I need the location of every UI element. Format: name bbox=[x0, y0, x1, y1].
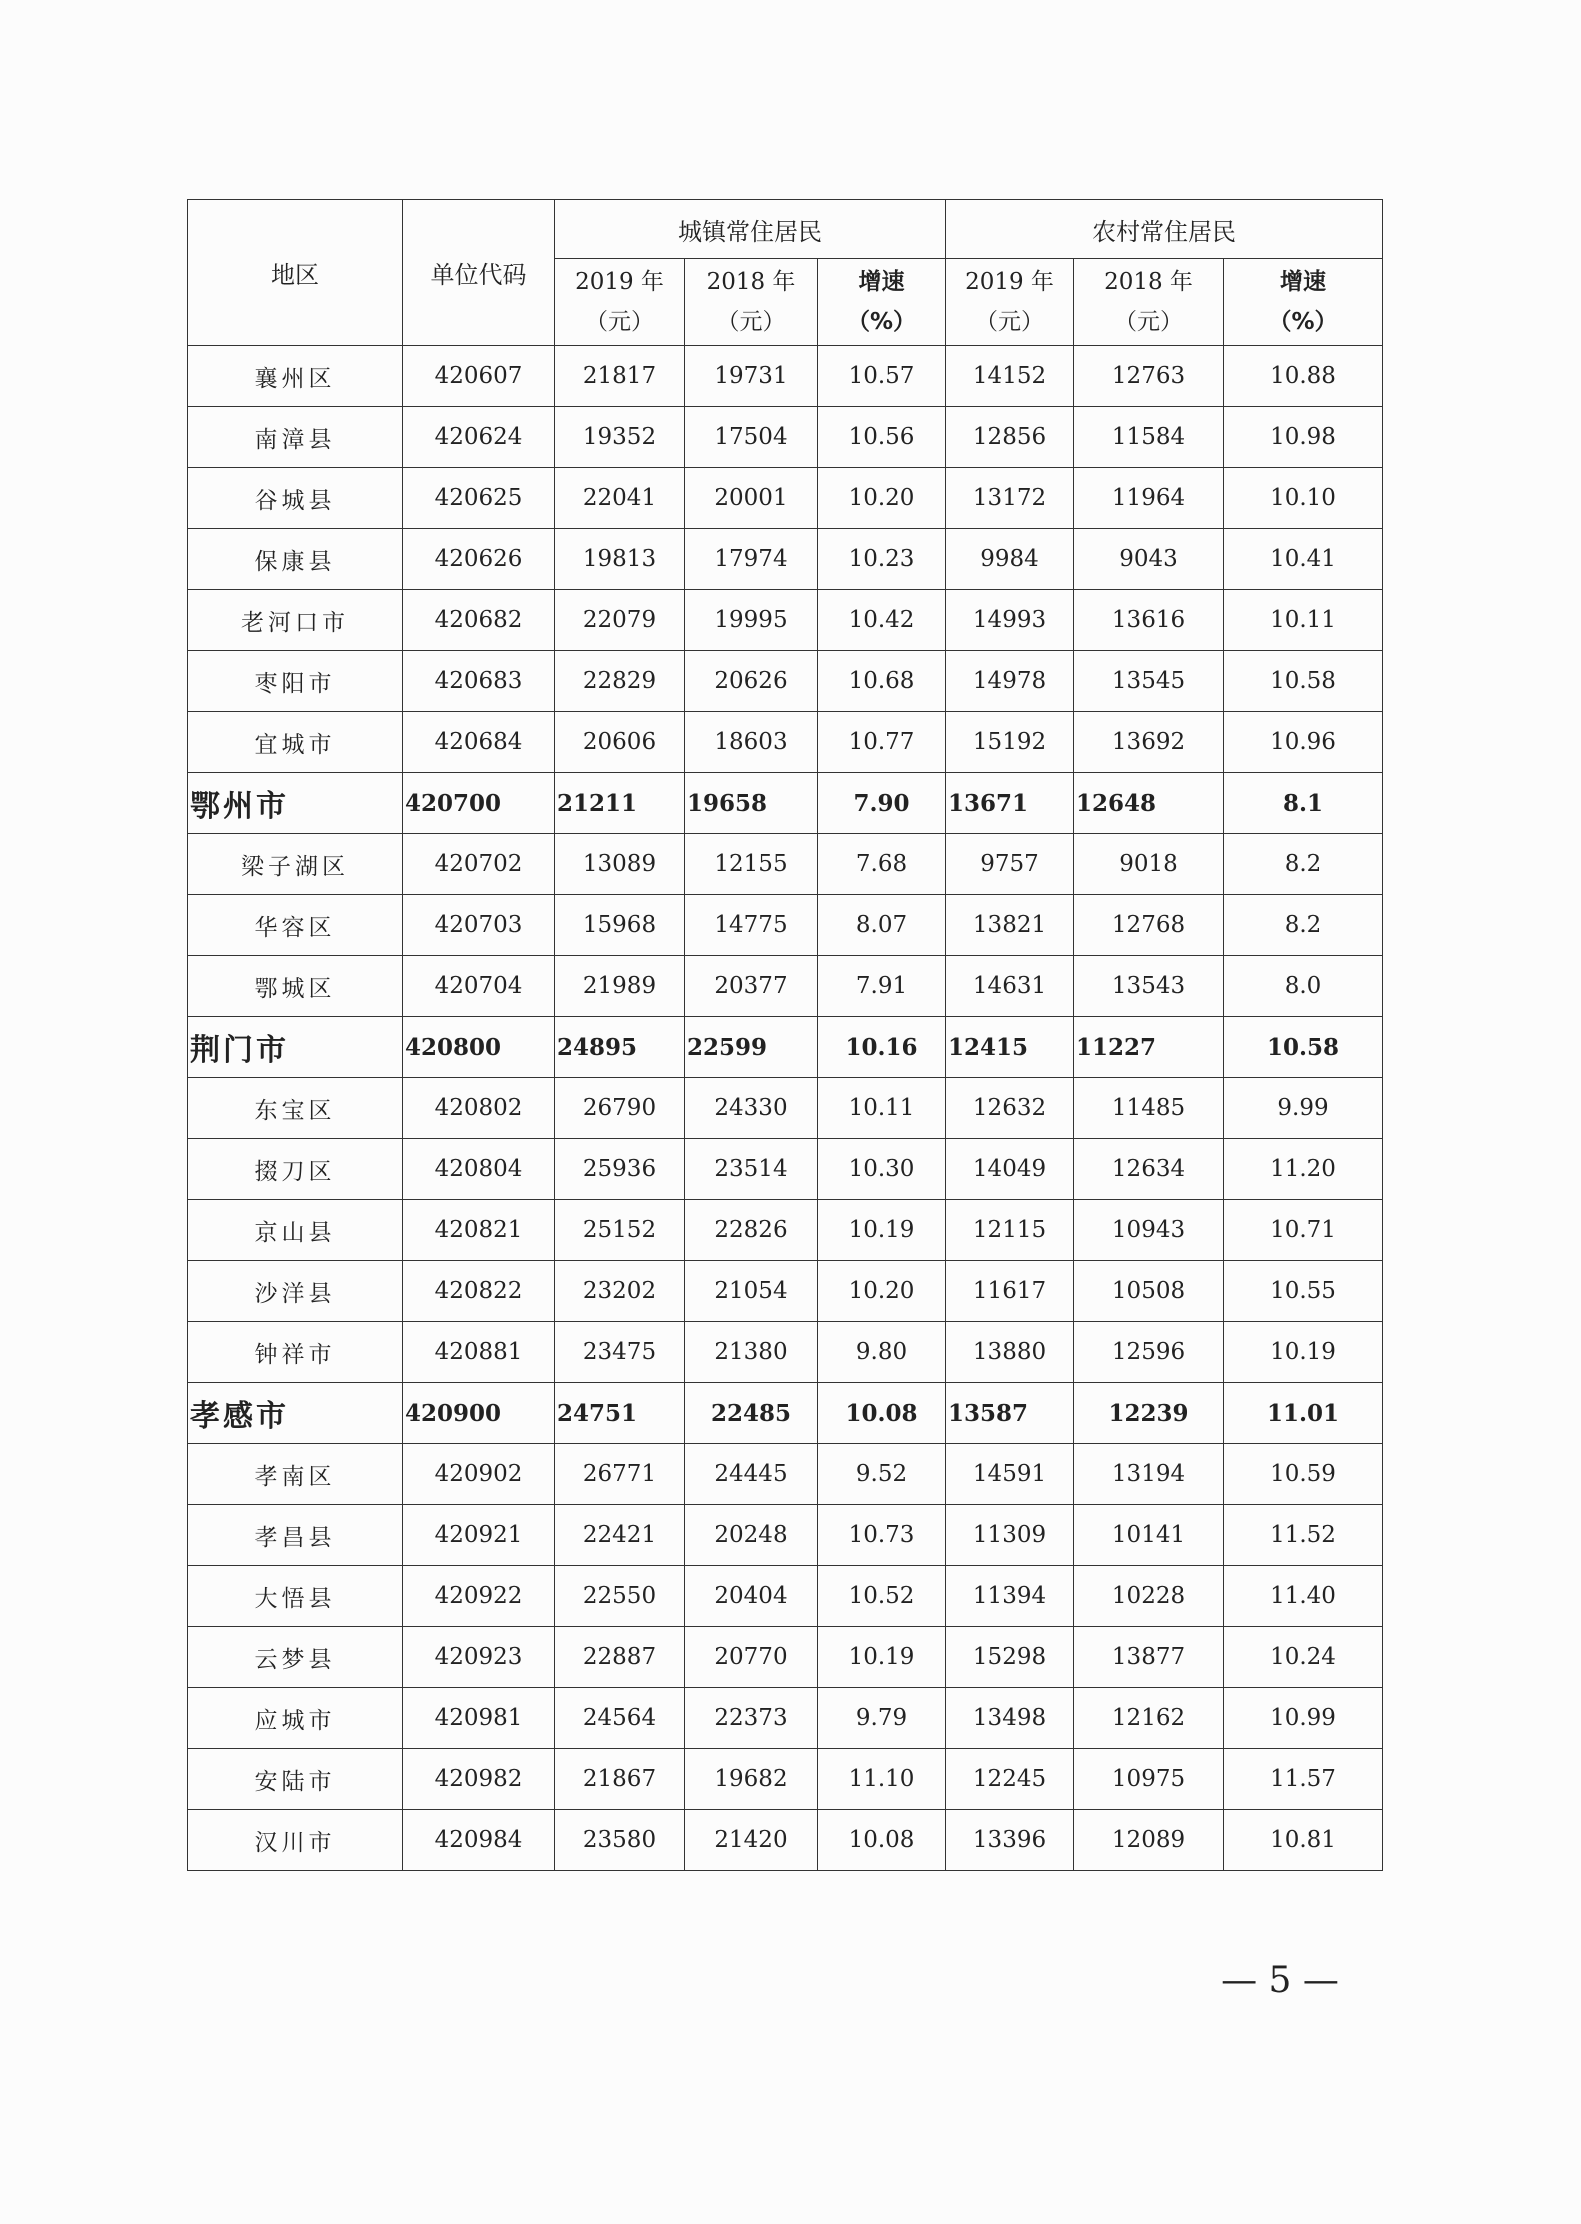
cell-code: 420626 bbox=[403, 529, 555, 590]
table-row bbox=[188, 1505, 1383, 1566]
cell-urban-2018: 22373 bbox=[685, 1688, 818, 1749]
cell-urban-2019: 21989 bbox=[555, 956, 685, 1017]
cell-rural-growth: 11.52 bbox=[1224, 1505, 1383, 1566]
cell-urban-2019: 21211 bbox=[555, 773, 685, 834]
cell-region: 保康县 bbox=[188, 529, 403, 590]
cell-urban-growth: 9.80 bbox=[818, 1322, 946, 1383]
cell-rural-2018: 12648 bbox=[1074, 773, 1224, 834]
table-row-city bbox=[188, 1383, 1383, 1444]
cell-urban-growth: 7.68 bbox=[818, 834, 946, 895]
cell-urban-2019: 22887 bbox=[555, 1627, 685, 1688]
cell-urban-growth: 10.73 bbox=[818, 1505, 946, 1566]
cell-urban-growth: 10.57 bbox=[818, 346, 946, 407]
cell-urban-2019: 25936 bbox=[555, 1139, 685, 1200]
cell-urban-growth: 10.56 bbox=[818, 407, 946, 468]
cell-rural-2019: 13821 bbox=[946, 895, 1074, 956]
cell-rural-growth: 10.24 bbox=[1224, 1627, 1383, 1688]
table-row bbox=[188, 590, 1383, 651]
cell-code: 420607 bbox=[403, 346, 555, 407]
cell-region: 南漳县 bbox=[188, 407, 403, 468]
cell-urban-growth: 10.08 bbox=[818, 1383, 946, 1444]
income-table bbox=[187, 199, 1383, 1871]
cell-urban-2018: 17974 bbox=[685, 529, 818, 590]
cell-code: 420923 bbox=[403, 1627, 555, 1688]
cell-rural-growth: 11.40 bbox=[1224, 1566, 1383, 1627]
cell-region: 钟祥市 bbox=[188, 1322, 403, 1383]
cell-urban-2018: 24445 bbox=[685, 1444, 818, 1505]
cell-rural-2018: 13543 bbox=[1074, 956, 1224, 1017]
cell-urban-growth: 10.52 bbox=[818, 1566, 946, 1627]
cell-urban-growth: 7.90 bbox=[818, 773, 946, 834]
cell-urban-growth: 10.11 bbox=[818, 1078, 946, 1139]
cell-rural-2019: 9757 bbox=[946, 834, 1074, 895]
cell-rural-2019: 11309 bbox=[946, 1505, 1074, 1566]
table-row bbox=[188, 1688, 1383, 1749]
cell-urban-2018: 21420 bbox=[685, 1810, 818, 1871]
cell-rural-2018: 9018 bbox=[1074, 834, 1224, 895]
cell-rural-growth: 10.11 bbox=[1224, 590, 1383, 651]
cell-rural-2019: 12115 bbox=[946, 1200, 1074, 1261]
cell-rural-2018: 12768 bbox=[1074, 895, 1224, 956]
cell-urban-2019: 23475 bbox=[555, 1322, 685, 1383]
header-urban-growth: 增速 （%） bbox=[818, 259, 946, 346]
cell-urban-2018: 19731 bbox=[685, 346, 818, 407]
cell-code: 420683 bbox=[403, 651, 555, 712]
cell-rural-growth: 10.41 bbox=[1224, 529, 1383, 590]
table-row bbox=[188, 529, 1383, 590]
cell-region: 鄂州市 bbox=[188, 773, 403, 834]
table-row bbox=[188, 1322, 1383, 1383]
cell-rural-growth: 9.99 bbox=[1224, 1078, 1383, 1139]
cell-rural-2019: 12245 bbox=[946, 1749, 1074, 1810]
cell-rural-growth: 11.01 bbox=[1224, 1383, 1383, 1444]
cell-rural-growth: 8.1 bbox=[1224, 773, 1383, 834]
cell-region: 安陆市 bbox=[188, 1749, 403, 1810]
cell-rural-growth: 10.81 bbox=[1224, 1810, 1383, 1871]
cell-urban-2019: 22421 bbox=[555, 1505, 685, 1566]
cell-region: 宜城市 bbox=[188, 712, 403, 773]
cell-urban-2018: 20626 bbox=[685, 651, 818, 712]
cell-urban-growth: 8.07 bbox=[818, 895, 946, 956]
cell-rural-2019: 15192 bbox=[946, 712, 1074, 773]
cell-rural-2019: 13880 bbox=[946, 1322, 1074, 1383]
cell-urban-growth: 10.16 bbox=[818, 1017, 946, 1078]
table-header bbox=[188, 200, 1383, 346]
cell-urban-2018: 20377 bbox=[685, 956, 818, 1017]
page-number: — 5 — bbox=[1221, 1960, 1339, 2001]
cell-urban-2018: 18603 bbox=[685, 712, 818, 773]
cell-urban-2018: 21380 bbox=[685, 1322, 818, 1383]
cell-urban-2019: 23580 bbox=[555, 1810, 685, 1871]
cell-rural-2018: 11964 bbox=[1074, 468, 1224, 529]
table-row bbox=[188, 651, 1383, 712]
cell-rural-growth: 8.2 bbox=[1224, 834, 1383, 895]
cell-region: 掇刀区 bbox=[188, 1139, 403, 1200]
cell-rural-2018: 12763 bbox=[1074, 346, 1224, 407]
header-code: 单位代码 bbox=[403, 200, 555, 346]
header-urban-2018: 2018 年 （元） bbox=[685, 259, 818, 346]
cell-urban-2019: 19352 bbox=[555, 407, 685, 468]
cell-urban-2018: 23514 bbox=[685, 1139, 818, 1200]
cell-rural-2019: 9984 bbox=[946, 529, 1074, 590]
table-row bbox=[188, 1444, 1383, 1505]
cell-rural-growth: 10.10 bbox=[1224, 468, 1383, 529]
cell-rural-2018: 10508 bbox=[1074, 1261, 1224, 1322]
table-body bbox=[188, 346, 1383, 1871]
cell-urban-growth: 10.20 bbox=[818, 1261, 946, 1322]
cell-rural-2018: 13877 bbox=[1074, 1627, 1224, 1688]
cell-urban-growth: 10.19 bbox=[818, 1200, 946, 1261]
cell-rural-2018: 13616 bbox=[1074, 590, 1224, 651]
cell-rural-growth: 11.57 bbox=[1224, 1749, 1383, 1810]
table-row bbox=[188, 834, 1383, 895]
cell-region: 京山县 bbox=[188, 1200, 403, 1261]
cell-rural-2019: 11394 bbox=[946, 1566, 1074, 1627]
cell-rural-2018: 13692 bbox=[1074, 712, 1224, 773]
cell-urban-2019: 24564 bbox=[555, 1688, 685, 1749]
table-row bbox=[188, 468, 1383, 529]
cell-rural-growth: 10.58 bbox=[1224, 651, 1383, 712]
cell-rural-2018: 11227 bbox=[1074, 1017, 1224, 1078]
cell-rural-2019: 11617 bbox=[946, 1261, 1074, 1322]
cell-urban-2019: 15968 bbox=[555, 895, 685, 956]
cell-region: 鄂城区 bbox=[188, 956, 403, 1017]
cell-rural-2019: 13587 bbox=[946, 1383, 1074, 1444]
cell-code: 420981 bbox=[403, 1688, 555, 1749]
cell-urban-2019: 22041 bbox=[555, 468, 685, 529]
cell-region: 沙洋县 bbox=[188, 1261, 403, 1322]
cell-rural-2018: 10943 bbox=[1074, 1200, 1224, 1261]
cell-urban-2019: 19813 bbox=[555, 529, 685, 590]
table-row-city bbox=[188, 1017, 1383, 1078]
cell-urban-2019: 26771 bbox=[555, 1444, 685, 1505]
cell-rural-growth: 10.19 bbox=[1224, 1322, 1383, 1383]
cell-urban-2019: 21817 bbox=[555, 346, 685, 407]
header-urban-group: 城镇常住居民 bbox=[555, 200, 946, 259]
cell-rural-growth: 8.0 bbox=[1224, 956, 1383, 1017]
cell-rural-2019: 15298 bbox=[946, 1627, 1074, 1688]
cell-code: 420800 bbox=[403, 1017, 555, 1078]
table-row bbox=[188, 1749, 1383, 1810]
cell-rural-2018: 13194 bbox=[1074, 1444, 1224, 1505]
table-row bbox=[188, 712, 1383, 773]
cell-rural-2018: 13545 bbox=[1074, 651, 1224, 712]
cell-region: 梁子湖区 bbox=[188, 834, 403, 895]
cell-rural-2018: 12162 bbox=[1074, 1688, 1224, 1749]
table-row bbox=[188, 407, 1383, 468]
cell-rural-growth: 10.59 bbox=[1224, 1444, 1383, 1505]
cell-rural-growth: 10.88 bbox=[1224, 346, 1383, 407]
table-row bbox=[188, 1810, 1383, 1871]
cell-region: 襄州区 bbox=[188, 346, 403, 407]
header-region: 地区 bbox=[188, 200, 403, 346]
header-urban-2019: 2019 年 （元） bbox=[555, 259, 685, 346]
cell-region: 荆门市 bbox=[188, 1017, 403, 1078]
cell-region: 大悟县 bbox=[188, 1566, 403, 1627]
cell-rural-2019: 13671 bbox=[946, 773, 1074, 834]
cell-rural-2019: 14152 bbox=[946, 346, 1074, 407]
cell-rural-2018: 10975 bbox=[1074, 1749, 1224, 1810]
cell-rural-2018: 9043 bbox=[1074, 529, 1224, 590]
cell-urban-2018: 12155 bbox=[685, 834, 818, 895]
cell-rural-2019: 13396 bbox=[946, 1810, 1074, 1871]
cell-region: 华容区 bbox=[188, 895, 403, 956]
cell-region: 云梦县 bbox=[188, 1627, 403, 1688]
cell-urban-2018: 19658 bbox=[685, 773, 818, 834]
cell-urban-2018: 20001 bbox=[685, 468, 818, 529]
cell-urban-growth: 9.52 bbox=[818, 1444, 946, 1505]
cell-region: 枣阳市 bbox=[188, 651, 403, 712]
cell-region: 谷城县 bbox=[188, 468, 403, 529]
cell-urban-2019: 22829 bbox=[555, 651, 685, 712]
cell-urban-2019: 20606 bbox=[555, 712, 685, 773]
cell-rural-2018: 12239 bbox=[1074, 1383, 1224, 1444]
cell-urban-2018: 19995 bbox=[685, 590, 818, 651]
cell-rural-growth: 10.99 bbox=[1224, 1688, 1383, 1749]
cell-urban-2019: 22079 bbox=[555, 590, 685, 651]
cell-urban-2019: 13089 bbox=[555, 834, 685, 895]
cell-code: 420821 bbox=[403, 1200, 555, 1261]
cell-urban-growth: 10.20 bbox=[818, 468, 946, 529]
cell-rural-growth: 10.96 bbox=[1224, 712, 1383, 773]
header-rural-growth: 增速 （%） bbox=[1224, 259, 1383, 346]
cell-code: 420702 bbox=[403, 834, 555, 895]
cell-region: 孝感市 bbox=[188, 1383, 403, 1444]
cell-urban-growth: 7.91 bbox=[818, 956, 946, 1017]
header-rural-2019: 2019 年 （元） bbox=[946, 259, 1074, 346]
header-rural-2018: 2018 年 （元） bbox=[1074, 259, 1224, 346]
cell-rural-2018: 10141 bbox=[1074, 1505, 1224, 1566]
cell-urban-growth: 10.19 bbox=[818, 1627, 946, 1688]
cell-urban-growth: 10.77 bbox=[818, 712, 946, 773]
table-row bbox=[188, 1139, 1383, 1200]
cell-code: 420822 bbox=[403, 1261, 555, 1322]
cell-rural-2019: 14993 bbox=[946, 590, 1074, 651]
cell-rural-2019: 14631 bbox=[946, 956, 1074, 1017]
cell-urban-growth: 11.10 bbox=[818, 1749, 946, 1810]
cell-code: 420682 bbox=[403, 590, 555, 651]
cell-rural-2019: 14049 bbox=[946, 1139, 1074, 1200]
table-row bbox=[188, 895, 1383, 956]
cell-code: 420704 bbox=[403, 956, 555, 1017]
cell-code: 420624 bbox=[403, 407, 555, 468]
cell-region: 孝昌县 bbox=[188, 1505, 403, 1566]
cell-urban-2018: 24330 bbox=[685, 1078, 818, 1139]
cell-urban-growth: 10.23 bbox=[818, 529, 946, 590]
cell-rural-growth: 10.58 bbox=[1224, 1017, 1383, 1078]
cell-rural-2019: 14591 bbox=[946, 1444, 1074, 1505]
cell-code: 420684 bbox=[403, 712, 555, 773]
cell-urban-2018: 14775 bbox=[685, 895, 818, 956]
cell-urban-2018: 20248 bbox=[685, 1505, 818, 1566]
cell-urban-2018: 22599 bbox=[685, 1017, 818, 1078]
cell-urban-2018: 20404 bbox=[685, 1566, 818, 1627]
table-row bbox=[188, 1566, 1383, 1627]
cell-rural-2019: 12632 bbox=[946, 1078, 1074, 1139]
cell-code: 420984 bbox=[403, 1810, 555, 1871]
cell-rural-growth: 10.55 bbox=[1224, 1261, 1383, 1322]
cell-code: 420902 bbox=[403, 1444, 555, 1505]
cell-code: 420804 bbox=[403, 1139, 555, 1200]
cell-urban-growth: 10.30 bbox=[818, 1139, 946, 1200]
cell-code: 420982 bbox=[403, 1749, 555, 1810]
cell-rural-2018: 12089 bbox=[1074, 1810, 1224, 1871]
cell-urban-2018: 20770 bbox=[685, 1627, 818, 1688]
cell-region: 应城市 bbox=[188, 1688, 403, 1749]
cell-code: 420881 bbox=[403, 1322, 555, 1383]
cell-urban-2018: 17504 bbox=[685, 407, 818, 468]
cell-region: 汉川市 bbox=[188, 1810, 403, 1871]
cell-rural-2019: 13498 bbox=[946, 1688, 1074, 1749]
cell-code: 420703 bbox=[403, 895, 555, 956]
cell-rural-growth: 11.20 bbox=[1224, 1139, 1383, 1200]
cell-urban-2018: 22485 bbox=[685, 1383, 818, 1444]
cell-code: 420802 bbox=[403, 1078, 555, 1139]
cell-rural-2018: 11485 bbox=[1074, 1078, 1224, 1139]
cell-rural-2018: 11584 bbox=[1074, 407, 1224, 468]
cell-urban-2019: 24751 bbox=[555, 1383, 685, 1444]
table-row-city bbox=[188, 773, 1383, 834]
cell-code: 420900 bbox=[403, 1383, 555, 1444]
table-row bbox=[188, 1261, 1383, 1322]
cell-code: 420625 bbox=[403, 468, 555, 529]
cell-rural-2019: 14978 bbox=[946, 651, 1074, 712]
cell-rural-2019: 12856 bbox=[946, 407, 1074, 468]
cell-urban-2019: 23202 bbox=[555, 1261, 685, 1322]
cell-urban-growth: 10.08 bbox=[818, 1810, 946, 1871]
cell-code: 420922 bbox=[403, 1566, 555, 1627]
cell-urban-growth: 9.79 bbox=[818, 1688, 946, 1749]
cell-rural-growth: 10.98 bbox=[1224, 407, 1383, 468]
table-row bbox=[188, 1200, 1383, 1261]
table-row bbox=[188, 1078, 1383, 1139]
cell-rural-growth: 8.2 bbox=[1224, 895, 1383, 956]
header-rural-group: 农村常住居民 bbox=[946, 200, 1383, 259]
cell-rural-growth: 10.71 bbox=[1224, 1200, 1383, 1261]
cell-region: 东宝区 bbox=[188, 1078, 403, 1139]
cell-urban-2018: 21054 bbox=[685, 1261, 818, 1322]
cell-code: 420700 bbox=[403, 773, 555, 834]
table-row bbox=[188, 1627, 1383, 1688]
cell-urban-2019: 25152 bbox=[555, 1200, 685, 1261]
cell-region: 老河口市 bbox=[188, 590, 403, 651]
cell-urban-2019: 21867 bbox=[555, 1749, 685, 1810]
cell-urban-growth: 10.42 bbox=[818, 590, 946, 651]
cell-region: 孝南区 bbox=[188, 1444, 403, 1505]
cell-urban-2018: 19682 bbox=[685, 1749, 818, 1810]
cell-rural-2019: 13172 bbox=[946, 468, 1074, 529]
cell-urban-2019: 22550 bbox=[555, 1566, 685, 1627]
cell-rural-2018: 12634 bbox=[1074, 1139, 1224, 1200]
cell-rural-2018: 10228 bbox=[1074, 1566, 1224, 1627]
cell-urban-2018: 22826 bbox=[685, 1200, 818, 1261]
table-row bbox=[188, 956, 1383, 1017]
cell-rural-2018: 12596 bbox=[1074, 1322, 1224, 1383]
cell-urban-growth: 10.68 bbox=[818, 651, 946, 712]
table-row bbox=[188, 346, 1383, 407]
cell-rural-2019: 12415 bbox=[946, 1017, 1074, 1078]
cell-urban-2019: 26790 bbox=[555, 1078, 685, 1139]
cell-urban-2019: 24895 bbox=[555, 1017, 685, 1078]
cell-code: 420921 bbox=[403, 1505, 555, 1566]
